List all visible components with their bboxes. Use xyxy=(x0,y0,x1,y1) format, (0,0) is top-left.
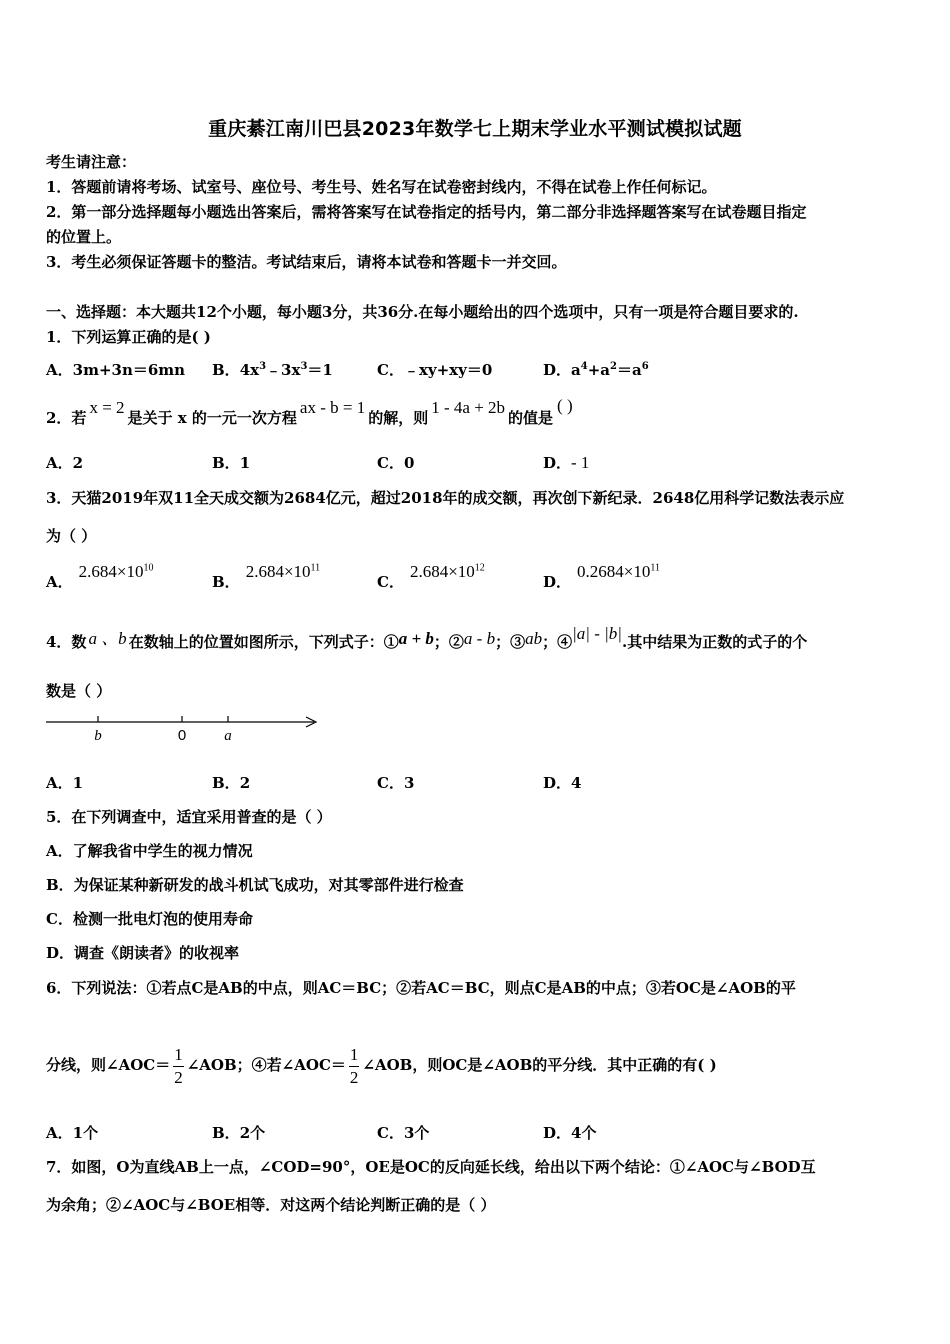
q6-option-c: C．3个 xyxy=(377,1124,430,1142)
q4-option-a: A．1 xyxy=(46,774,84,792)
q6-option-a: A．1个 xyxy=(46,1124,99,1142)
q3-option-a: A．$2.684\times 10^{10}$ xyxy=(46,562,154,591)
q4-stem-line2: 数是（ ） xyxy=(46,682,112,700)
q2-math-x-eq-2: x = 2 xyxy=(89,398,125,417)
q2-option-a: A．2 xyxy=(46,454,84,472)
q5-option-c: C．检测一批电灯泡的使用寿命 xyxy=(46,910,253,928)
q5-option-a: A．了解我省中学生的视力情况 xyxy=(46,842,253,860)
q1-option-c: C．﹣xy+xy＝0 xyxy=(377,361,493,379)
label-b: b xyxy=(94,728,102,744)
q4-option-c: C．3 xyxy=(377,774,415,792)
q3-option-c: C．$2.684\times 10^{12}$ xyxy=(377,562,485,591)
q2-option-d: D．- 1 xyxy=(543,453,590,472)
number-line-svg xyxy=(46,708,326,748)
q6-option-b: B．2个 xyxy=(212,1124,266,1142)
q4-option-b: B．2 xyxy=(212,774,251,792)
notice-heading: 考生请注意： xyxy=(46,153,137,171)
q6-stem-line2: 分线，则∠AOC＝ $\frac{1}{2}$ ∠AOB；④若∠AOC＝ $\frac{1}{2}$ ∠AOB，则OC是∠AOB的平分线．其中正确的有( ) xyxy=(46,1044,717,1087)
number-line-figure xyxy=(46,708,326,748)
label-0: 0 xyxy=(177,727,187,744)
q1-stem: 1．下列运算正确的是( ) xyxy=(46,328,211,346)
q2-stem: 2．若x = 2是关于 x 的一元一次方程ax - b = 1的解，则1 - 4a + 2b的值是( ) xyxy=(46,396,573,427)
q3-option-d: D．$0.2684\times 10^{11}$ xyxy=(543,562,660,591)
exam-title: 重庆綦江南川巴县2023年数学七上期末学业水平测试模拟试题 xyxy=(208,118,742,140)
q5-option-d: D．调查《朗读者》的收视率 xyxy=(46,944,240,962)
q2-math-expression: 1 - 4a + 2b xyxy=(431,398,506,417)
q5-stem: 5．在下列调查中，适宜采用普查的是（ ） xyxy=(46,808,332,826)
q3-stem-line1: 3．天猫2019年双11全天成交额为2684亿元，超过2018年的成交额，再次创下新纪录．2648亿用科学记数法表示应 xyxy=(46,489,845,507)
q2-option-c: C．0 xyxy=(377,454,415,472)
q6-stem-line1: 6．下列说法：①若点C是AB的中点，则AC＝BC；②若AC＝BC，则点C是AB的中点；③若OC是∠AOB的平 xyxy=(46,979,796,997)
q6-fraction-1: $\frac{1}{2}$ xyxy=(174,1044,183,1087)
q4-expr-1: a + b xyxy=(398,629,434,648)
q4-stem-line1: 4．数 a 、b 在数轴上的位置如图所示，下列式子：①a + b；②a - b；③ab；④|a| - |b|.其中结果为正数的式子的个 xyxy=(46,624,808,651)
q4-expr-2: a - b xyxy=(463,629,496,648)
q3-option-b: B．$2.684\times 10^{11}$ xyxy=(212,562,321,591)
label-a: a xyxy=(224,728,232,744)
section-heading: 一、选择题：本大题共12个小题，每小题3分，共36分.在每小题给出的四个选项中，只有一项是符合题目要求的. xyxy=(46,303,799,321)
q1-option-d: D．$a^4+a^2=a^6$ xyxy=(543,361,649,379)
notice-item-2-cont: 的位置上。 xyxy=(46,228,122,246)
q2-option-b: B．1 xyxy=(212,454,251,472)
q7-stem-line2: 为余角；②∠AOC与∠BOE相等．对这两个结论判断正确的是（ ） xyxy=(46,1196,496,1214)
q2-answer-bracket: ( ) xyxy=(557,396,573,415)
q5-option-b: B．为保证某种新研发的战斗机试飞成功，对其零部件进行检查 xyxy=(46,876,464,894)
q3-stem-line2: 为（ ） xyxy=(46,527,97,545)
q2-math-equation: ax - b = 1 xyxy=(299,398,366,417)
q6-fraction-2: $\frac{1}{2}$ xyxy=(349,1044,359,1087)
q4-expr-3: ab xyxy=(525,629,543,648)
notice-item-2: 2．第一部分选择题每小题选出答案后，需将答案写在试卷指定的括号内，第二部分非选择题答案写在试卷题目指定 xyxy=(46,203,807,221)
q4-expr-4: |a| - |b| xyxy=(572,624,622,643)
q1-option-a: A．3m+3n＝6mn xyxy=(46,361,186,379)
q6-option-d: D．4个 xyxy=(543,1124,597,1142)
q4-vars: a 、b xyxy=(88,629,127,648)
q7-stem-line1: 7．如图，O为直线AB上一点，∠COD=90°，OE是OC的反向延长线，给出以下两个结论：①∠AOC与∠BOD互 xyxy=(46,1158,816,1176)
q4-option-d: D．4 xyxy=(543,774,582,792)
notice-item-1: 1．答题前请将考场、试室号、座位号、考生号、姓名写在试卷密封线内，不得在试卷上作任何标记。 xyxy=(46,178,717,196)
q1-option-b: B．$4x^3﹣3x^3=1$ xyxy=(212,361,333,379)
notice-item-3: 3．考生必须保证答题卡的整洁。考试结束后，请将本试卷和答题卡一并交回。 xyxy=(46,253,567,271)
